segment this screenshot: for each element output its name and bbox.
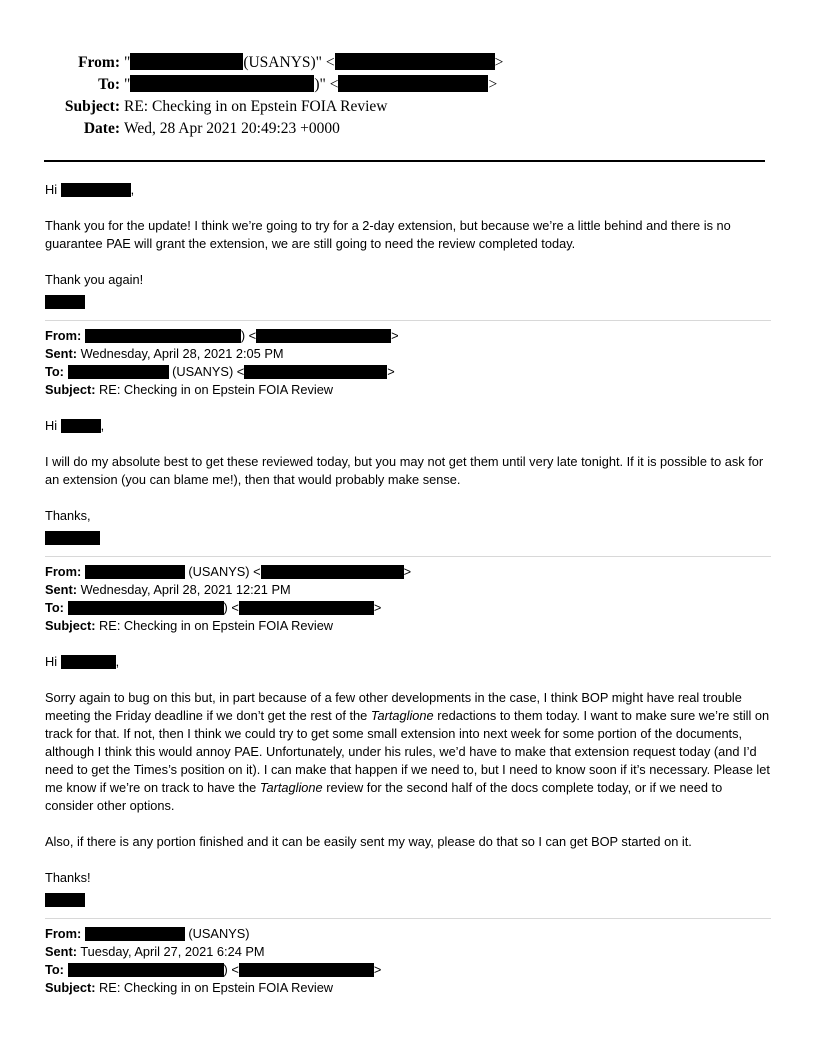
redaction-block bbox=[68, 365, 169, 379]
signature bbox=[45, 529, 773, 547]
redaction-block bbox=[130, 53, 243, 70]
header-to-row: To: " )" < > bbox=[44, 74, 424, 96]
email-body bbox=[45, 181, 773, 997]
header-divider bbox=[44, 160, 765, 162]
quoted-subject: Subject: RE: Checking in on Epstein FOIA Review bbox=[45, 980, 334, 995]
quoted-to: To: ) < > bbox=[45, 962, 382, 977]
header-from-label: From: bbox=[78, 54, 120, 71]
redaction-block bbox=[45, 531, 100, 545]
greeting: Hi , bbox=[45, 418, 105, 433]
message-separator bbox=[45, 918, 771, 919]
quoted-sent: Sent: Wednesday, April 28, 2021 2:05 PM bbox=[45, 346, 284, 361]
message-body: Thank you for the update! I think we’re going to try for a 2-day extension, but because we’re a little behind and there is no guarantee PAE will grant the extension, we are still going to need the review completed today. bbox=[45, 218, 731, 251]
redaction-block bbox=[85, 927, 185, 941]
redaction-block bbox=[338, 75, 488, 92]
greeting: Hi , bbox=[45, 654, 120, 669]
redaction-block bbox=[68, 963, 224, 977]
redaction-block bbox=[130, 75, 314, 92]
quoted-to: To: (USANYS) < > bbox=[45, 364, 395, 379]
quoted-subject: Subject: RE: Checking in on Epstein FOIA Review bbox=[45, 618, 334, 633]
signature bbox=[45, 891, 773, 909]
header-subject-row bbox=[44, 96, 424, 118]
header-subject-label: Subject: bbox=[64, 98, 120, 115]
redaction-block bbox=[85, 565, 185, 579]
redaction-block bbox=[261, 565, 404, 579]
redaction-block bbox=[85, 329, 241, 343]
header-subject: RE: Checking in on Epstein FOIA Review bbox=[124, 98, 388, 115]
greeting: Hi , bbox=[45, 182, 135, 197]
header-to-label: To: bbox=[98, 76, 120, 93]
closing: Thanks, bbox=[45, 508, 91, 523]
redaction-block bbox=[61, 183, 131, 197]
redaction-block bbox=[335, 53, 495, 70]
redaction-block bbox=[239, 601, 374, 615]
quoted-subject: Subject: RE: Checking in on Epstein FOIA Review bbox=[45, 382, 334, 397]
message-body: Sorry again to bug on this but, in part because of a few other developments in the case, I think BOP might have real trouble meeting the Friday deadline if we don’t get the rest of the Tartaglione redactions to them today. I want to make sure we’re still on track for that. If not, then I think we could try to get some small extension into next week for some portion of the documents, although I think this would annoy PAE. Unfortunately, under his rules, we’d have to make that extension request today (and I’d need to get the Times’s position on it). I can make that happen if we need to, but I need to know soon if it’s necessary. Please let me know if we’re on track to have the Tartaglione review for the second half of the docs complete today, or if we need to consider other options. bbox=[45, 690, 770, 813]
closing: Thank you again! bbox=[45, 272, 144, 287]
header-date: Wed, 28 Apr 2021 20:49:23 +0000 bbox=[124, 120, 340, 137]
quoted-from: From: (USANYS) < > bbox=[45, 564, 412, 579]
message-body-2: Also, if there is any portion finished and it can be easily sent my way, please do that so I can get BOP started on it. bbox=[45, 834, 692, 849]
quoted-from: From: (USANYS) bbox=[45, 926, 250, 941]
message-separator bbox=[45, 556, 771, 557]
redaction-block bbox=[68, 601, 224, 615]
header-date-row bbox=[44, 118, 424, 140]
redaction-block bbox=[61, 419, 101, 433]
quoted-to: To: ) < > bbox=[45, 600, 382, 615]
signature bbox=[45, 293, 773, 311]
quoted-sent: Sent: Wednesday, April 28, 2021 12:21 PM bbox=[45, 582, 291, 597]
quoted-sent: Sent: Tuesday, April 27, 2021 6:24 PM bbox=[45, 944, 265, 959]
closing: Thanks! bbox=[45, 870, 91, 885]
quoted-from: From: ) < > bbox=[45, 328, 399, 343]
message-body: I will do my absolute best to get these reviewed today, but you may not get them until very late tonight. If it is possible to ask for an extension (you can blame me!), then that would probably make sense. bbox=[45, 454, 764, 487]
redaction-block bbox=[61, 655, 116, 669]
header-date-label: Date: bbox=[83, 120, 120, 137]
redaction-block bbox=[244, 365, 387, 379]
redaction-block bbox=[256, 329, 391, 343]
email-header bbox=[44, 52, 504, 140]
redaction-block bbox=[239, 963, 374, 977]
redaction-block bbox=[45, 295, 85, 309]
message-separator bbox=[45, 320, 771, 321]
header-from-row: From: " (USANYS)" < > bbox=[44, 52, 424, 74]
redaction-block bbox=[45, 893, 85, 907]
